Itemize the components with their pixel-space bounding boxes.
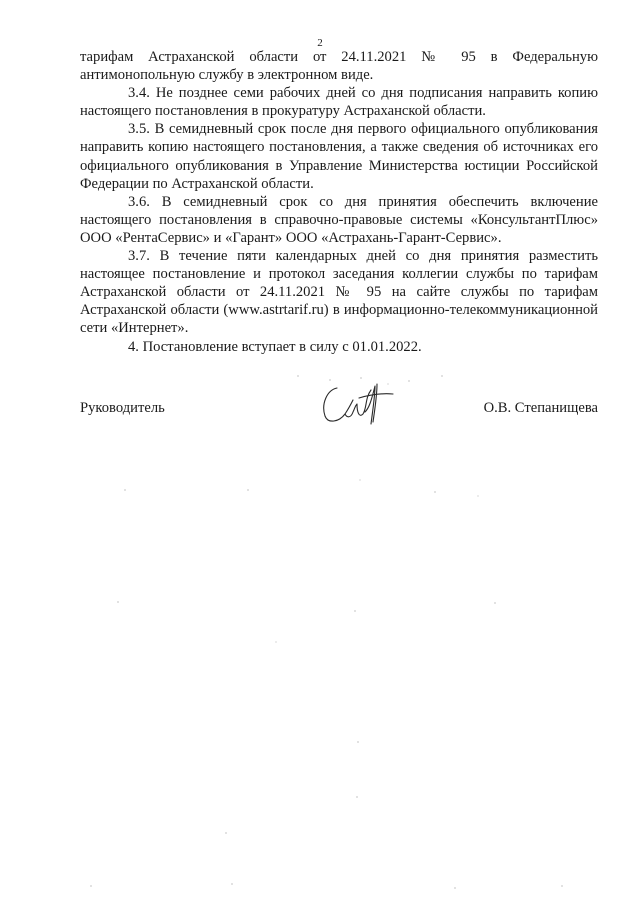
signature-block (80, 400, 598, 420)
paragraph-3-5: 3.5. В семидневный срок после дня первого официального опубликования направить копию настоящего постановления, а также сведения об источниках его официального опубликования в Управление Министерства юстиции Российской Федерации по Астраханской области. (80, 121, 598, 192)
paragraph-3-7: 3.7. В течение пяти календарных дней со дня принятия разместить настоящее постановление и протокол заседания коллегии службы по тарифам Астраханской области от 24.11.2021 № 95 на сайте службы по тарифам Астраханской области (www.astrtarif.ru) в информационно-телекоммуникационной сети «Интернет». (80, 248, 598, 337)
handwritten-signature (315, 378, 397, 430)
paragraph-3-4: 3.4. Не позднее семи рабочих дней со дня подписания направить копию настоящего постановления в прокуратуру Астраханской области. (80, 85, 598, 120)
page-number: 2 (317, 37, 323, 49)
document-body (80, 48, 598, 356)
paragraph-4: 4. Постановление вступает в силу с 01.01.2022. (128, 338, 422, 355)
paragraph-3-6: 3.6. В семидневный срок со дня принятия обеспечить включение настоящего постановления в справочно-правовые системы «КонсультантПлюс» ООО «РентаСервис» и «Гарант» ООО «Астрахань-Гарант-Сервис». (80, 193, 598, 246)
paragraph-continuation: тарифам Астраханской области от 24.11.2021 № 95 в Федеральную антимонопольную службу в электронном виде. (80, 49, 598, 84)
signatory-name: О.В. Степанищева (483, 400, 598, 416)
signatory-title: Руководитель (80, 400, 165, 416)
